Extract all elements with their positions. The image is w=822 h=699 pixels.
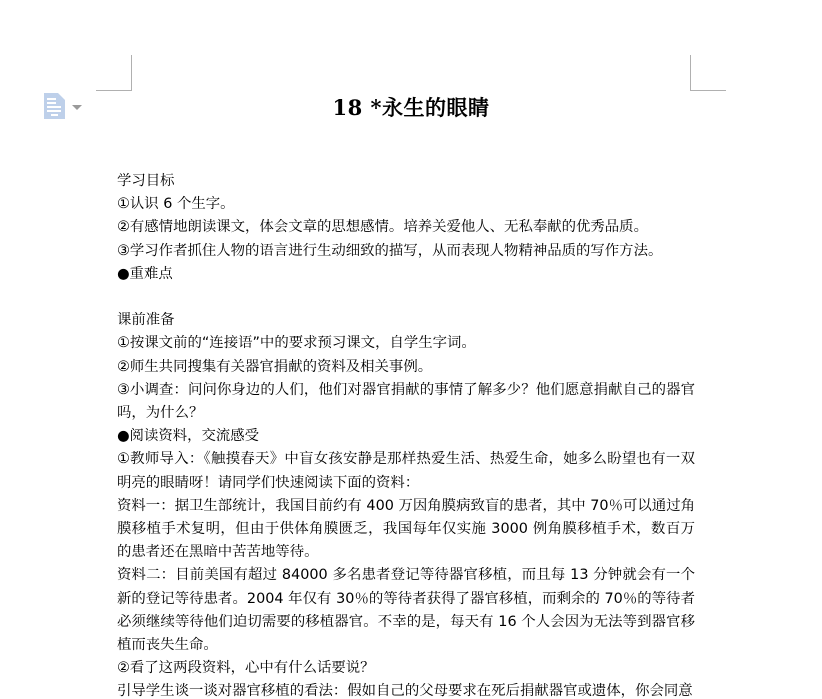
body-paragraph: ●重难点: [117, 265, 173, 282]
corner-mark-top-right: [690, 55, 726, 91]
body-paragraph: 引导学生谈一谈对器官移植的看法：假如自己的父母要求在死后捐献器官或遗体，你会同意: [117, 683, 693, 699]
corner-mark-top-left: [96, 55, 132, 91]
body-paragraph: ②有感情地朗读课文，体会文章的思想感情。培养关爱他人、无私奉献的优秀品质。: [117, 219, 648, 236]
body-paragraph: ③学习作者抓住人物的语言进行生动细致的描写，从而表现人物精神品质的写作方法。: [117, 242, 663, 259]
page-title: 18 *永生的眼睛: [332, 95, 490, 120]
body-paragraph: ①按课文前的“连接语”中的要求预习课文，自学生字词。: [117, 335, 476, 352]
body-paragraph: ①认识 6 个生字。: [117, 196, 235, 213]
document-body: [117, 170, 695, 699]
body-paragraph: 资料一：据卫生部统计，我国目前约有 400 万因角膜病致盲的患者，其中 70％可以通过角膜移植手术复明，但由于供体角膜匮乏，我国每年仅实施 3000 例角膜移植手术，数百万的患者还在黑暗中苦苦地等待。: [117, 497, 695, 561]
body-paragraph: 课前准备: [117, 312, 175, 329]
body-paragraph-blank: [117, 286, 695, 309]
body-paragraph: ①教师导入：《触摸春天》中盲女孩安静是那样热爱生活、热爱生命，她多么盼望也有一双明亮的眼睛呀！请同学们快速阅读下面的资料：: [117, 451, 695, 491]
body-paragraph: ●阅读资料，交流感受: [117, 428, 260, 445]
body-paragraph: ②师生共同搜集有关器官捐献的资料及相关事例。: [117, 358, 433, 375]
body-paragraph: 学习目标: [117, 173, 175, 189]
body-paragraph: ③小调查：问问你身边的人们，他们对器官捐献的事情了解多少？他们愿意捐献自己的器官吗，为什么？: [117, 381, 695, 422]
body-paragraph: ②看了这两段资料，心中有什么话要说？: [117, 660, 375, 677]
body-paragraph: 资料二：目前美国有超过 84000 多名患者登记等待器官移植，而且每 13 分钟就会有一个新的登记等待患者。2004 年仅有 30％的等待者获得了器官移植，而剩余的 70％的等待者必须继续等待他们迫切需要的移植器官。不幸的是，每天有 16 个人会因为无法等到器官移植而丧失生命。: [117, 567, 695, 654]
